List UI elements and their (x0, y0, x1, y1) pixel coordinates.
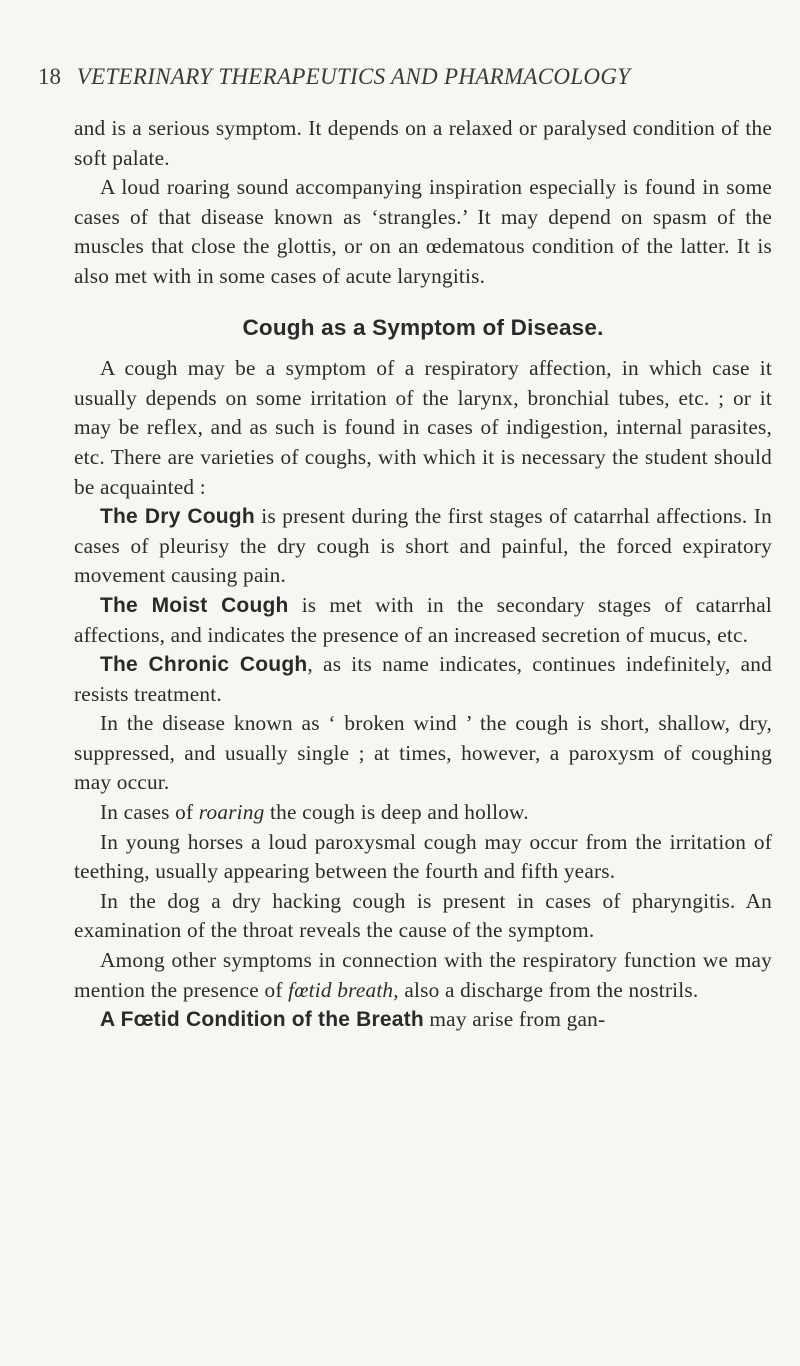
section-heading: Cough as a Symptom of Disease. (242, 314, 604, 340)
chronic-cough-text: , as its name indicates, continues indefinitely, and resists treatment. (74, 652, 773, 706)
foetid-breath-text: may arise from gan- (423, 1007, 606, 1032)
term-foetid-breath: A Fœtid Condition of the Breath (100, 1008, 424, 1032)
paragraph-soft-palate: and is a serious symptom. It depends on a relaxed or paralysed condition of the soft palate. (74, 116, 772, 170)
term-moist-cough: The Moist Cough (100, 593, 289, 617)
paragraph-moist-cough (74, 591, 772, 650)
other-symptoms-before: Among other symptoms in connection with the respiratory function we may mention the presence of (74, 948, 772, 1002)
term-dry-cough: The Dry Cough (100, 505, 255, 529)
paragraph-other-symptoms (74, 946, 772, 1005)
page-number: 18 (38, 64, 61, 89)
paragraph-dog: In the dog a dry hacking cough is present in cases of pharyngitis. An examination of the throat reveals the cause of the symptom. (74, 888, 772, 943)
running-title: VETERINARY THERAPEUTICS AND PHARMACOLOGY (76, 64, 631, 89)
moist-cough-text: is met with in the secondary stages of catarrhal affections, and indicates the presence of an increased secretion of mucus, etc. (74, 592, 772, 647)
dry-cough-text: is present during the first stages of catarrhal affections. In cases of pleurisy the dry cough is short and painful, the forced expiratory movement causing pain. (74, 504, 772, 588)
other-symptoms-after: also a discharge from the nostrils. (398, 977, 699, 1002)
paragraph-young-horses: In young horses a loud paroxysmal cough may occur from the irritation of teething, usually appearing between the fourth and fifth years. (74, 829, 772, 884)
paragraph-roaring-sound: A loud roaring sound accompanying inspiration especially is found in some cases of that disease known as ‘strangles.’ It may depend on spasm of the muscles that close the glottis, or on an œdematous condition of the latter. It is also met with in some cases of acute laryngitis. (74, 175, 772, 288)
roaring-italic: roaring (198, 800, 265, 825)
paragraph-cough-intro: A cough may be a symptom of a respiratory affection, in which case it usually depends on some irritation of the larynx, bronchial tubes, etc. ; or it may be reflex, and as such is found in cases of indigestion, internal parasites, etc. There are varieties of coughs, with which it is necessary the student should be acquainted : (74, 356, 772, 499)
body-text (74, 114, 772, 1035)
roaring-before: In cases of (100, 800, 199, 825)
paragraph-roaring (74, 798, 772, 828)
term-chronic-cough: The Chronic Cough (100, 653, 308, 677)
paragraph-chronic-cough (74, 650, 772, 709)
other-symptoms-italic: fœtid breath, (288, 977, 399, 1002)
running-head (38, 62, 758, 92)
roaring-after: the cough is deep and hollow. (264, 800, 529, 825)
paragraph-dry-cough (74, 502, 772, 591)
paragraph-broken-wind: In the disease known as ‘ broken wind ’ the cough is short, shallow, dry, suppressed, and usually single ; at times, however, a paroxysm of coughing may occur. (74, 711, 772, 795)
paragraph-foetid-breath (74, 1005, 772, 1035)
